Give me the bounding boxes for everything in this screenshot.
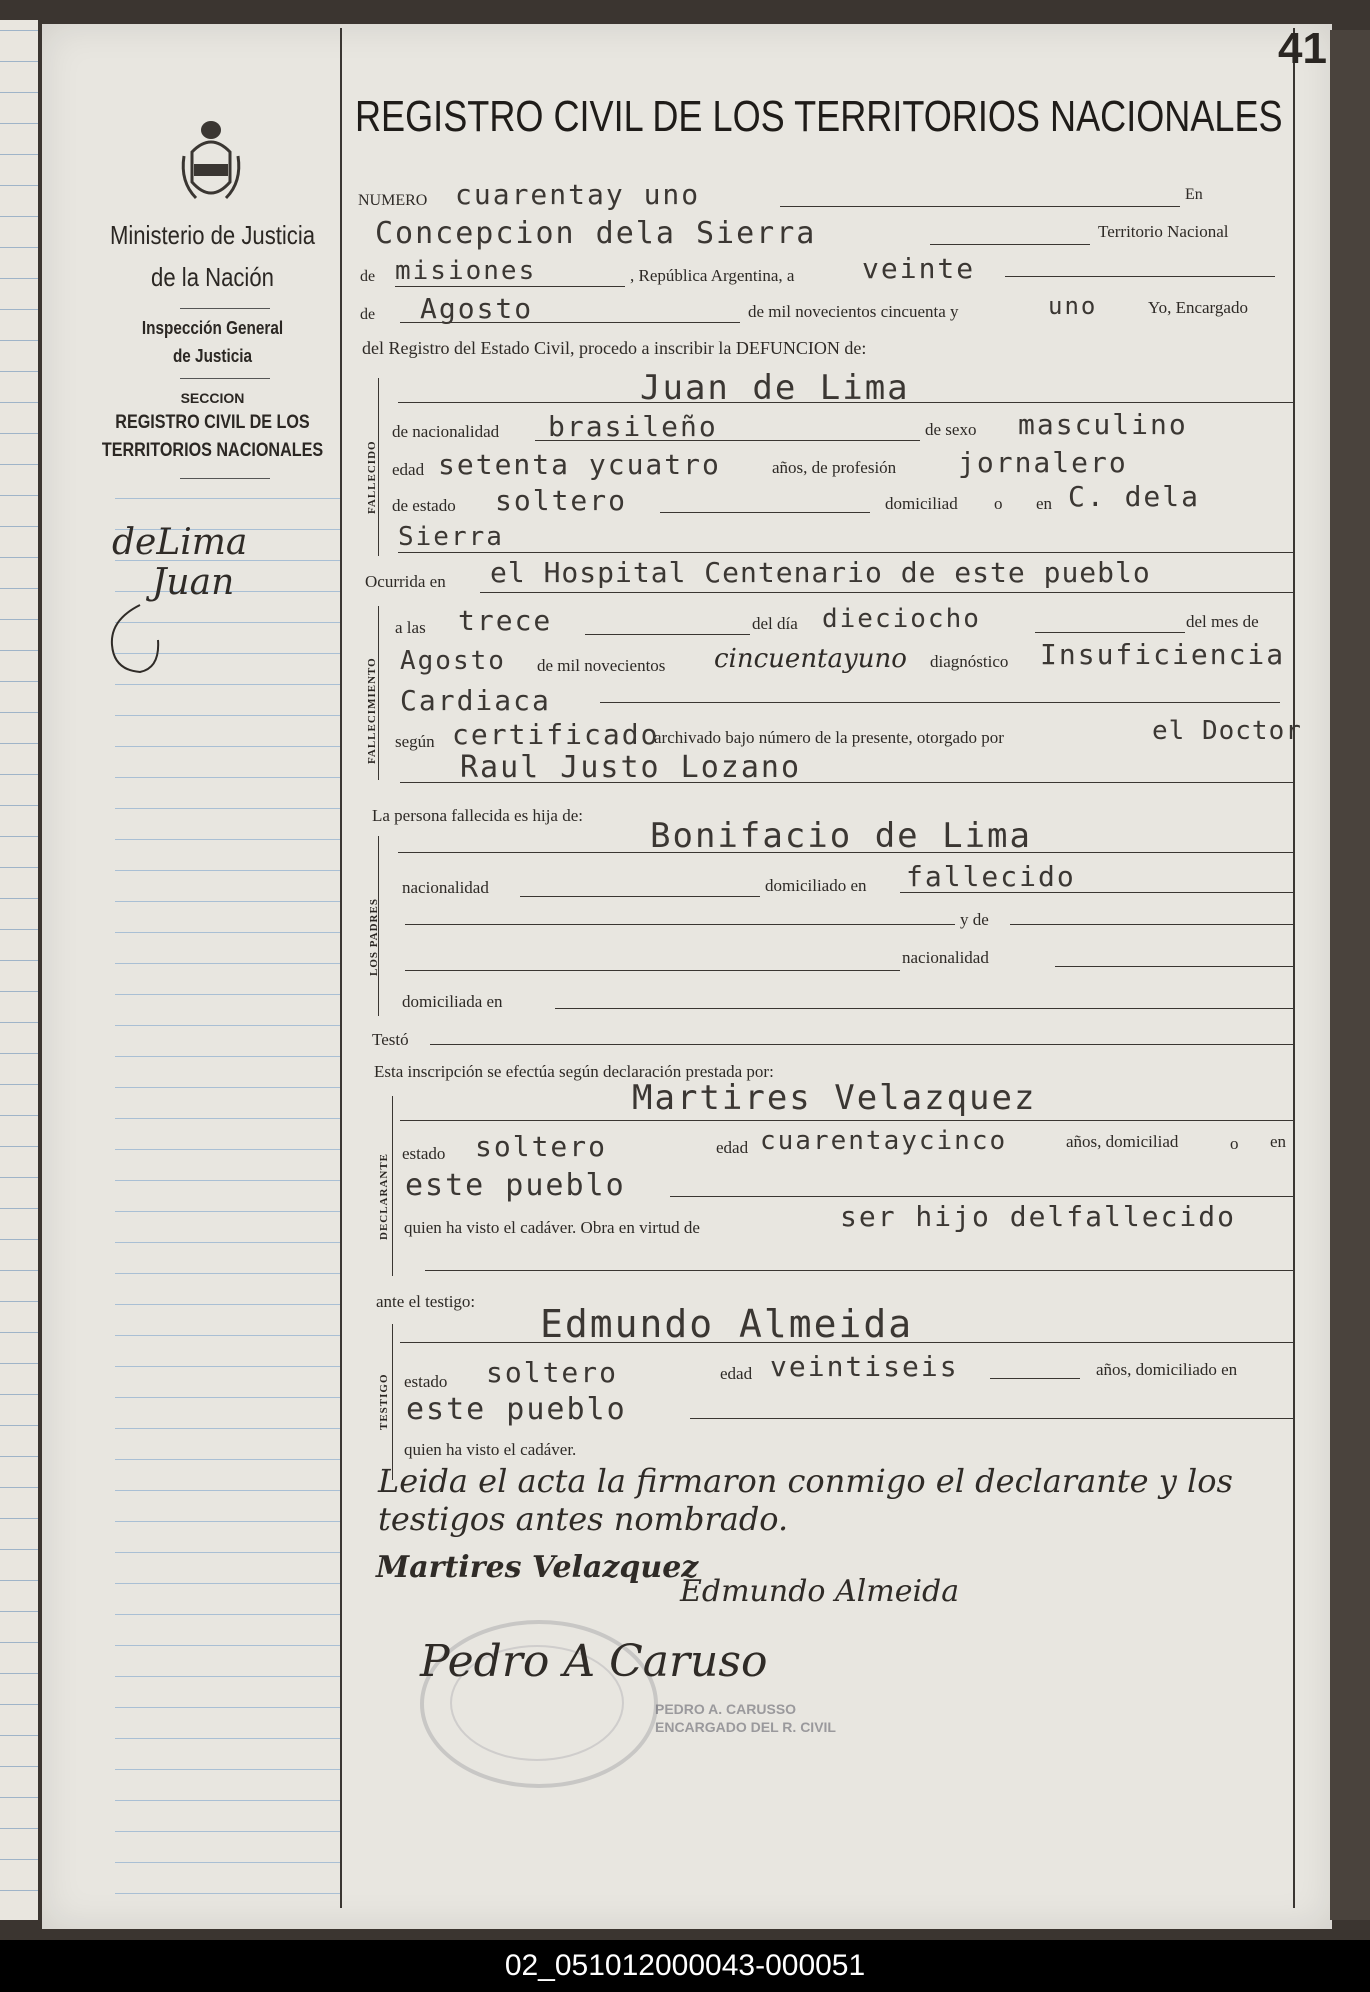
registry-line2: TERRITORIOS NACIONALES bbox=[101, 440, 324, 461]
estado-value: soltero bbox=[495, 484, 628, 517]
divider bbox=[180, 378, 270, 379]
registry-line1: REGISTRO CIVIL DE LOS bbox=[115, 412, 310, 433]
fill-line bbox=[405, 924, 955, 925]
domiciliado-value: fallecido bbox=[906, 860, 1076, 893]
ruled-line bbox=[0, 1084, 38, 1085]
mes-label: del mes de bbox=[1186, 612, 1259, 631]
ruled-line bbox=[115, 1583, 340, 1584]
ruled-line bbox=[115, 1645, 340, 1646]
ruled-line bbox=[0, 898, 38, 899]
ruled-line bbox=[0, 1673, 38, 1674]
ruled-line bbox=[0, 61, 38, 62]
nacionalidad2-label: nacionalidad bbox=[902, 948, 989, 967]
archivado-label: archivado bajo número de la presente, otorgado por bbox=[654, 728, 1004, 747]
ruled-line bbox=[115, 1087, 340, 1088]
diagnostico-label: diagnóstico bbox=[930, 652, 1009, 671]
declarante-domicilio: este pueblo bbox=[405, 1168, 626, 1203]
fill-line bbox=[1010, 924, 1293, 925]
nacionalidad-value: brasileño bbox=[548, 410, 718, 443]
ruled-line bbox=[0, 185, 38, 186]
ruled-line bbox=[0, 1177, 38, 1178]
ruled-line bbox=[115, 808, 340, 809]
ruled-line bbox=[0, 123, 38, 124]
fill-line bbox=[930, 244, 1090, 245]
day-value: veinte bbox=[862, 252, 976, 285]
fill-line bbox=[400, 1342, 1293, 1343]
ruled-line bbox=[115, 1769, 340, 1770]
year-value: uno bbox=[1048, 292, 1098, 320]
ruled-line bbox=[0, 836, 38, 837]
fill-line bbox=[660, 512, 870, 513]
ruled-line bbox=[0, 1146, 38, 1147]
fill-line bbox=[670, 1196, 1293, 1197]
ruled-line bbox=[0, 1115, 38, 1116]
ruled-line bbox=[115, 1707, 340, 1708]
visto-label: quien ha visto el cadáver. bbox=[404, 1440, 577, 1459]
domiciliado-label: domiciliad bbox=[885, 494, 958, 513]
visto-label: quien ha visto el cadáver. Obra en virtud de bbox=[404, 1218, 700, 1237]
fill-line bbox=[398, 852, 1293, 853]
ruled-line bbox=[115, 1397, 340, 1398]
domicilio-value2: Sierra bbox=[398, 522, 504, 552]
testigo-name: Edmundo Almeida bbox=[540, 1302, 914, 1346]
ruled-line bbox=[115, 1025, 340, 1026]
ruled-line bbox=[0, 557, 38, 558]
ruled-line bbox=[115, 932, 340, 933]
ruled-line bbox=[0, 1394, 38, 1395]
ruled-line bbox=[0, 1487, 38, 1488]
ruled-line bbox=[0, 1518, 38, 1519]
ruled-line bbox=[0, 216, 38, 217]
domiciliado-en-label: en bbox=[1036, 494, 1053, 513]
edad-value: cuarentaycinco bbox=[760, 1126, 1008, 1156]
officer-signature: Pedro A Caruso bbox=[420, 1636, 768, 1687]
right-page-edge bbox=[1330, 30, 1370, 1920]
father-name: Bonifacio de Lima bbox=[650, 816, 1032, 856]
ruled-line bbox=[0, 433, 38, 434]
ruled-line bbox=[0, 1859, 38, 1860]
fill-line bbox=[780, 206, 1180, 207]
doctor-name: Raul Justo Lozano bbox=[460, 750, 802, 785]
ruled-line bbox=[0, 1549, 38, 1550]
ruled-line bbox=[0, 1580, 38, 1581]
numero-label: NUMERO bbox=[358, 192, 428, 209]
margin-surname: deLima bbox=[112, 522, 248, 563]
fill-line bbox=[400, 1120, 1293, 1121]
alas-label: a las bbox=[395, 618, 426, 637]
fill-line bbox=[990, 1378, 1080, 1379]
margin-column bbox=[100, 28, 345, 1908]
ruled-line bbox=[115, 1366, 340, 1367]
month-value: Agosto bbox=[420, 292, 534, 325]
ruled-line bbox=[0, 1301, 38, 1302]
fill-line bbox=[1035, 632, 1185, 633]
virtud-value: ser hijo delfallecido bbox=[840, 1200, 1237, 1233]
officer-stamp-name: PEDRO A. CARUSSO bbox=[655, 1701, 797, 1717]
y-de-label: y de bbox=[960, 910, 989, 929]
page-number: 41 bbox=[1278, 24, 1327, 73]
declarante-side-label: DECLARANTE bbox=[378, 1152, 390, 1240]
ruled-line bbox=[115, 1056, 340, 1057]
image-id-footer: 02_051012000043-000051 bbox=[0, 1940, 1370, 1992]
ruled-line bbox=[0, 774, 38, 775]
testigo-intro: ante el testigo: bbox=[376, 1292, 476, 1311]
ruled-line bbox=[115, 1676, 340, 1677]
ministry-line2: de la Nación bbox=[151, 262, 274, 292]
year-label: de mil novecientos cincuenta y bbox=[748, 302, 959, 321]
estado-label: estado bbox=[404, 1372, 448, 1391]
domiciliado-label: domiciliado en bbox=[765, 876, 867, 895]
fill-line bbox=[425, 1270, 1293, 1271]
day-value: dieciocho bbox=[822, 604, 981, 634]
fill-line bbox=[430, 1044, 1293, 1045]
ruled-line bbox=[0, 681, 38, 682]
ruled-line bbox=[115, 870, 340, 871]
place-value: Concepcion dela Sierra bbox=[375, 216, 817, 251]
encargado-label: Yo, Encargado bbox=[1148, 298, 1248, 317]
page-title: REGISTRO CIVIL DE LOS TERRITORIOS NACIONALES bbox=[355, 92, 1283, 141]
ruled-line bbox=[0, 247, 38, 248]
ruled-line bbox=[0, 1270, 38, 1271]
ruled-line bbox=[115, 963, 340, 964]
ruled-line bbox=[0, 805, 38, 806]
testigo-signature: Edmundo Almeida bbox=[680, 1574, 960, 1609]
ruled-line bbox=[115, 1521, 340, 1522]
diagnostico-value2: Cardiaca bbox=[400, 684, 551, 717]
padres-side-label: LOS PADRES bbox=[368, 898, 380, 976]
ruled-line bbox=[0, 1704, 38, 1705]
ocurrida-label: Ocurrida en bbox=[365, 572, 446, 591]
ruled-line bbox=[115, 1149, 340, 1150]
ruled-line bbox=[0, 1642, 38, 1643]
ruled-line bbox=[115, 1211, 340, 1212]
segun-label: según bbox=[395, 732, 435, 751]
ruled-line bbox=[115, 1738, 340, 1739]
declarante-signature: Martires Velazquez bbox=[376, 1550, 699, 1585]
ruled-line bbox=[0, 588, 38, 589]
ruled-line bbox=[0, 712, 38, 713]
ruled-line bbox=[0, 1332, 38, 1333]
section-bracket bbox=[392, 1096, 393, 1276]
fill-line bbox=[1005, 276, 1275, 277]
ruled-line bbox=[0, 1890, 38, 1891]
ruled-line bbox=[115, 1490, 340, 1491]
diagnostico-value: Insuficiencia bbox=[1040, 638, 1286, 671]
divider bbox=[180, 478, 270, 479]
province-value: misiones bbox=[395, 256, 537, 286]
ruled-line bbox=[115, 777, 340, 778]
fill-line bbox=[405, 970, 900, 971]
ruled-line bbox=[0, 309, 38, 310]
ruled-line bbox=[0, 1797, 38, 1798]
nacionalidad-label: de nacionalidad bbox=[392, 422, 500, 441]
ruled-line bbox=[0, 1766, 38, 1767]
declaracion-label: Esta inscripción se efectúa según declaración prestada por: bbox=[374, 1062, 774, 1081]
fill-line bbox=[395, 286, 625, 287]
ruled-line bbox=[115, 839, 340, 840]
registry-sentence: del Registro del Estado Civil, procedo a inscribir la DEFUNCION de: bbox=[362, 338, 867, 358]
year-label: de mil novecientos bbox=[537, 656, 666, 675]
de-label: de bbox=[360, 268, 376, 285]
fill-line bbox=[520, 896, 760, 897]
section-label: SECCION bbox=[180, 390, 245, 406]
ruled-line bbox=[115, 1304, 340, 1305]
ruled-line bbox=[115, 1614, 340, 1615]
ruled-line bbox=[0, 1053, 38, 1054]
edad-value: veintiseis bbox=[770, 1350, 959, 1383]
estado-value: soltero bbox=[475, 1130, 608, 1163]
ruled-line bbox=[0, 1022, 38, 1023]
ruled-line bbox=[0, 1611, 38, 1612]
anos-label: años, domiciliado en bbox=[1096, 1360, 1238, 1379]
numero-value: cuarentay uno bbox=[455, 178, 701, 211]
ruled-line bbox=[115, 1459, 340, 1460]
ocurrida-value: el Hospital Centenario de este pueblo bbox=[490, 556, 1151, 589]
segun-value: certificado bbox=[452, 718, 660, 751]
fallecido-side-label: FALLECIDO bbox=[366, 440, 378, 514]
margin-divider bbox=[340, 28, 342, 1908]
territorio-label: Territorio Nacional bbox=[1098, 222, 1229, 241]
ruled-line bbox=[0, 991, 38, 992]
ruled-line bbox=[115, 746, 340, 747]
fill-line bbox=[480, 592, 1293, 593]
officer-stamp-title: ENCARGADO DEL R. CIVIL bbox=[655, 1719, 836, 1735]
sexo-label: de sexo bbox=[925, 420, 977, 439]
testigo-side-label: TESTIGO bbox=[378, 1373, 390, 1430]
fill-line bbox=[535, 440, 920, 441]
deceased-name: Juan de Lima bbox=[640, 368, 910, 408]
ruled-line bbox=[0, 495, 38, 496]
ruled-line bbox=[0, 929, 38, 930]
fill-line bbox=[1055, 966, 1293, 967]
edad-label: edad bbox=[716, 1138, 749, 1157]
republica-label: , República Argentina, a bbox=[630, 266, 795, 285]
fill-line bbox=[585, 634, 750, 635]
fill-line bbox=[600, 702, 1280, 703]
ruled-line bbox=[115, 1893, 340, 1894]
ruled-line bbox=[0, 526, 38, 527]
ruled-line bbox=[0, 464, 38, 465]
ruled-line bbox=[0, 340, 38, 341]
section-bracket bbox=[378, 378, 379, 556]
ruled-line bbox=[0, 278, 38, 279]
ruled-line bbox=[0, 1828, 38, 1829]
otorgado-value: el Doctor bbox=[1152, 716, 1302, 746]
ruled-line bbox=[115, 684, 340, 685]
domiciliada-label: domiciliada en bbox=[402, 992, 503, 1011]
fill-line bbox=[400, 322, 740, 323]
ruled-line bbox=[0, 650, 38, 651]
profesion-label: años, de profesión bbox=[772, 458, 897, 477]
closing-line2: testigos antes nombrado. bbox=[378, 1500, 789, 1538]
ruled-line bbox=[115, 1242, 340, 1243]
sexo-value: masculino bbox=[1018, 408, 1188, 441]
ruled-line bbox=[0, 371, 38, 372]
testigo-domicilio: este pueblo bbox=[406, 1392, 627, 1427]
ruled-line bbox=[0, 402, 38, 403]
ruled-line bbox=[0, 1735, 38, 1736]
officer-stamp bbox=[655, 1700, 836, 1736]
domiciliad-suffix: o bbox=[1230, 1134, 1239, 1153]
domiciliado-suffix: o bbox=[994, 494, 1003, 513]
inspection-line1: Inspección General bbox=[141, 318, 284, 338]
ruled-line bbox=[0, 743, 38, 744]
ruled-line bbox=[115, 1273, 340, 1274]
right-border-line bbox=[1293, 28, 1295, 1908]
nacionalidad-label: nacionalidad bbox=[402, 878, 489, 897]
ruled-line bbox=[115, 1800, 340, 1801]
estado-label: estado bbox=[402, 1144, 446, 1163]
ruled-line bbox=[115, 1335, 340, 1336]
coat-of-arms-icon bbox=[178, 112, 244, 208]
ruled-line bbox=[0, 154, 38, 155]
closing-line1: Leida el acta la firmaron conmigo el declarante y los bbox=[378, 1462, 1233, 1500]
ruled-line bbox=[0, 619, 38, 620]
edad-value: setenta ycuatro bbox=[438, 448, 721, 481]
ruled-line bbox=[115, 1180, 340, 1181]
section-bracket bbox=[378, 606, 379, 780]
ruled-line bbox=[0, 1456, 38, 1457]
margin-firstname: Juan bbox=[152, 562, 235, 603]
edad-label: edad bbox=[392, 460, 425, 479]
edad-label: edad bbox=[720, 1364, 753, 1383]
ruled-line bbox=[0, 30, 38, 31]
ruled-line bbox=[115, 498, 340, 499]
ruled-line bbox=[115, 901, 340, 902]
fill-line bbox=[400, 782, 1293, 783]
ruled-line bbox=[115, 1428, 340, 1429]
ruled-line bbox=[115, 1118, 340, 1119]
ruled-line bbox=[0, 92, 38, 93]
ruled-line bbox=[0, 1239, 38, 1240]
ruled-line bbox=[0, 1363, 38, 1364]
en-label: en bbox=[1270, 1132, 1287, 1151]
domicilio-value: C. dela bbox=[1068, 480, 1201, 513]
ministry-line1: Ministerio de Justicia bbox=[109, 220, 316, 250]
margin-scribble-icon bbox=[100, 600, 190, 680]
ruled-line bbox=[115, 1862, 340, 1863]
inspection-line2: de Justicia bbox=[172, 346, 253, 366]
en-label: En bbox=[1185, 186, 1203, 203]
hour-value: trece bbox=[458, 604, 553, 637]
fill-line bbox=[398, 552, 1293, 553]
ruled-line bbox=[115, 1831, 340, 1832]
de2-label: de bbox=[360, 306, 376, 323]
declarante-name: Martires Velazquez bbox=[632, 1078, 1037, 1118]
anos-label: años, domiciliad bbox=[1066, 1132, 1179, 1151]
ruled-line bbox=[115, 1552, 340, 1553]
padres-intro: La persona fallecida es hija de: bbox=[372, 806, 583, 825]
testo-label: Testó bbox=[372, 1030, 409, 1049]
ruled-line bbox=[0, 867, 38, 868]
left-page-edge bbox=[0, 20, 38, 1920]
divider bbox=[180, 308, 270, 309]
fill-line bbox=[690, 1418, 1293, 1419]
ruled-line bbox=[0, 1208, 38, 1209]
ruled-line bbox=[115, 715, 340, 716]
year-value: cincuentayuno bbox=[714, 644, 907, 674]
estado-label: de estado bbox=[392, 496, 456, 515]
ruled-line bbox=[0, 1425, 38, 1426]
fill-line bbox=[900, 892, 1293, 893]
month-value: Agosto bbox=[400, 646, 506, 676]
section-bracket bbox=[392, 1324, 393, 1480]
ruled-line bbox=[0, 960, 38, 961]
estado-value: soltero bbox=[486, 1356, 619, 1389]
dia-label: del día bbox=[752, 614, 798, 633]
profesion-value: jornalero bbox=[958, 446, 1128, 479]
fallecimiento-side-label: FALLECIMIENTO bbox=[366, 657, 378, 764]
fill-line bbox=[555, 1008, 1293, 1009]
ruled-line bbox=[115, 994, 340, 995]
